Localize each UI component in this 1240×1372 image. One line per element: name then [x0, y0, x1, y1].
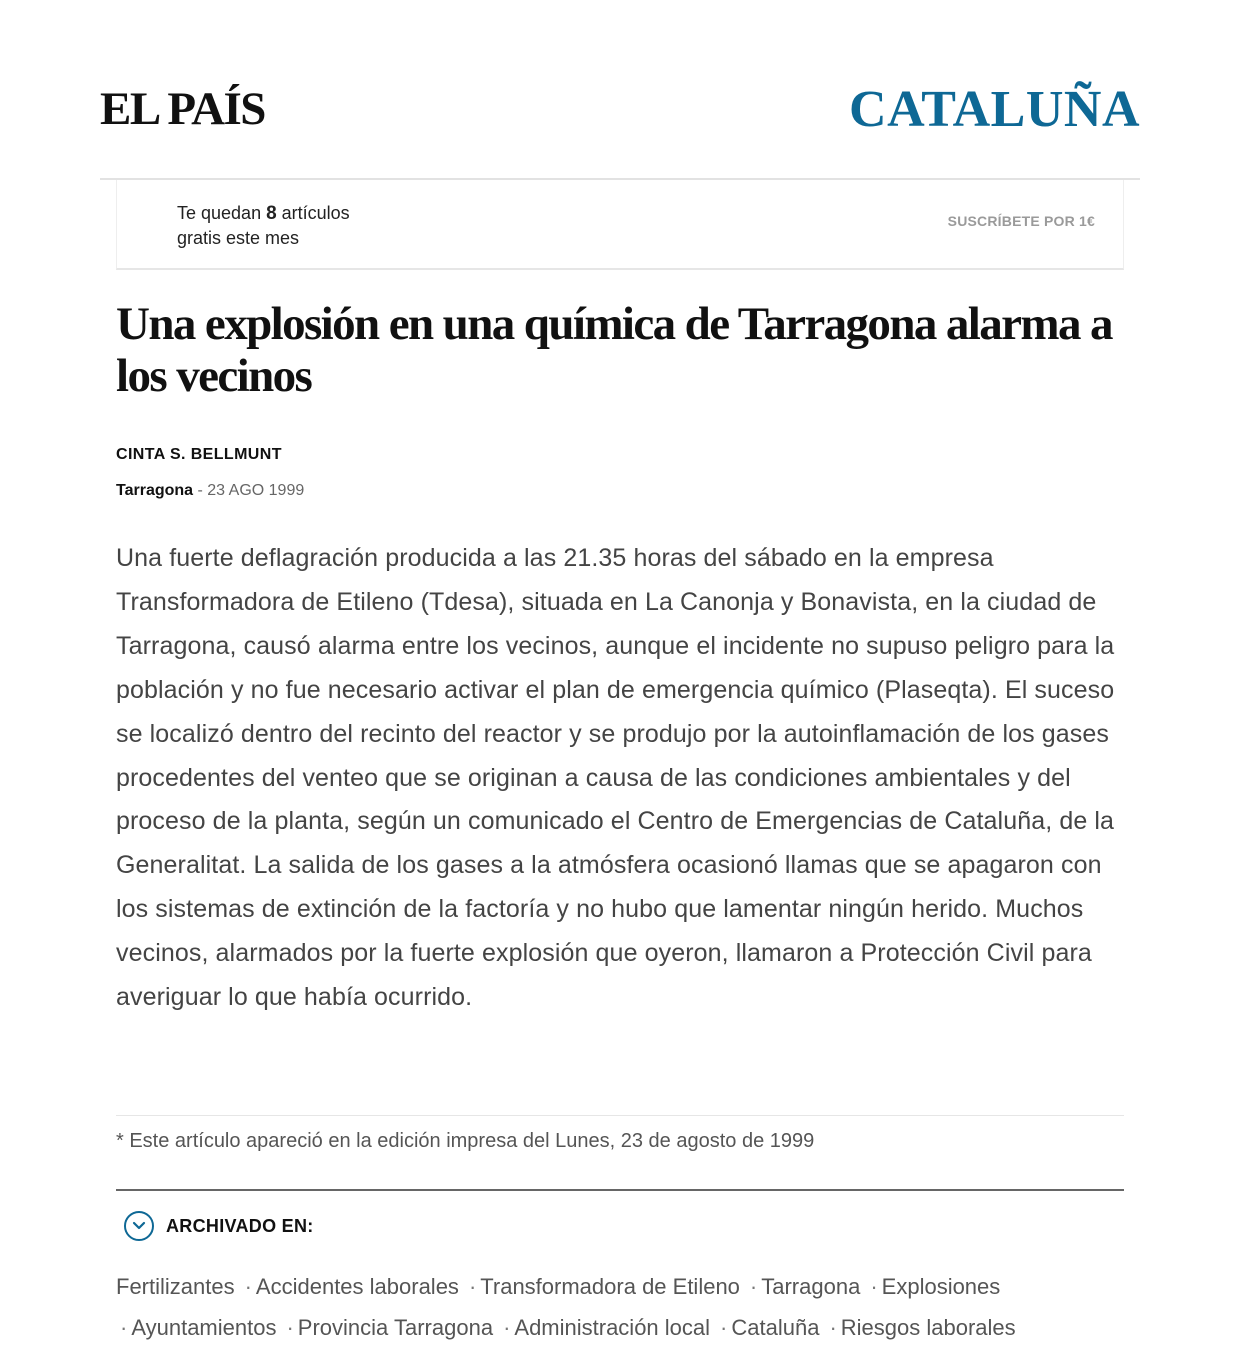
section-title[interactable]: CATALUÑA	[849, 81, 1140, 138]
print-note-divider	[116, 1115, 1124, 1116]
article-location: Tarragona	[116, 482, 194, 499]
print-edition-note: * Este artículo apareció en la edición impresa del Lunes, 23 de agosto de 1999	[116, 1130, 815, 1152]
dateline-separator: -	[193, 482, 208, 499]
tag-link[interactable]: Explosiones	[881, 1274, 1001, 1299]
tag-row	[116, 1266, 1126, 1307]
meter-line1-prefix: Te quedan	[177, 203, 267, 223]
tag-separator: ·	[720, 1315, 728, 1340]
tag-separator: ·	[120, 1315, 128, 1340]
meter-line1-suffix: artículos	[276, 203, 350, 223]
tag-separator: ·	[749, 1274, 758, 1299]
subscribe-link[interactable]: SUSCRÍBETE POR 1€	[947, 213, 1095, 229]
tag-separator: ·	[503, 1315, 511, 1340]
tag-link[interactable]: Cataluña	[731, 1315, 820, 1340]
el-pais-logo[interactable]: EL PAÍS	[100, 83, 265, 135]
tag-row	[116, 1307, 1126, 1348]
article-body: Una fuerte deflagración producida a las 21.35 horas del sábado en la empresa Transformadora de Etileno (Tdesa), situada en La Canonja y Bonavista, en la ciudad de Tarragona, causó alarma entre los vecinos, aunque el incidente no supuso peligro para la población y no fue necesario activar el plan de emergencia químico (Plaseqta). El suceso se localizó dentro del recinto del reactor y se produjo por la autoinflamación de los gases procedentes del venteo que se originan a causa de las condiciones ambientales y del proceso de la planta, según un comunicado el Centro de Emergencias de Cataluña, de la Generalitat. La salida de los gases a la atmósfera ocasionó llamas que se apagaron con los sistemas de extinción de la factoría y no hubo que lamentar ningún herido. Muchos vecinos, alarmados por la fuerte explosión que oyeron, llamaron a Protección Civil para averiguar lo que había ocurrido.	[116, 544, 1115, 1012]
tag-link[interactable]: Provincia Tarragona	[297, 1315, 494, 1340]
tag-link[interactable]: Administración local	[514, 1315, 711, 1340]
archived-in-toggle[interactable]	[124, 1209, 314, 1243]
tag-separator: ·	[286, 1315, 294, 1340]
archive-divider	[116, 1189, 1124, 1191]
tag-link[interactable]: Tarragona	[761, 1274, 861, 1299]
tag-link[interactable]: Fertilizantes	[116, 1274, 235, 1299]
topic-tags	[116, 1266, 1126, 1348]
tag-separator: ·	[244, 1274, 252, 1299]
tag-link[interactable]: Accidentes laborales	[255, 1274, 459, 1299]
meter-count: 8	[266, 203, 277, 224]
tag-link[interactable]: Transformadora de Etileno	[480, 1274, 740, 1299]
article-date: 23 AGO 1999	[207, 482, 305, 499]
article-author[interactable]: CINTA S. BELLMUNT	[116, 446, 282, 463]
free-articles-counter	[177, 201, 350, 251]
archived-in-label: ARCHIVADO EN:	[166, 1215, 314, 1236]
chevron-down-icon[interactable]	[124, 1211, 154, 1241]
tag-separator: ·	[870, 1274, 878, 1299]
tag-separator: ·	[468, 1274, 477, 1299]
article-dateline	[116, 482, 304, 500]
tag-link[interactable]: Riesgos laborales	[840, 1315, 1016, 1340]
site-header	[100, 80, 1140, 140]
tag-separator: ·	[829, 1315, 837, 1340]
article-headline: Una explosión en una química de Tarragona alarma a los vecinos	[116, 298, 1112, 402]
tag-link[interactable]: Ayuntamientos	[131, 1315, 277, 1340]
meter-line2: gratis este mes	[177, 228, 300, 248]
article-meter-banner	[116, 180, 1124, 270]
